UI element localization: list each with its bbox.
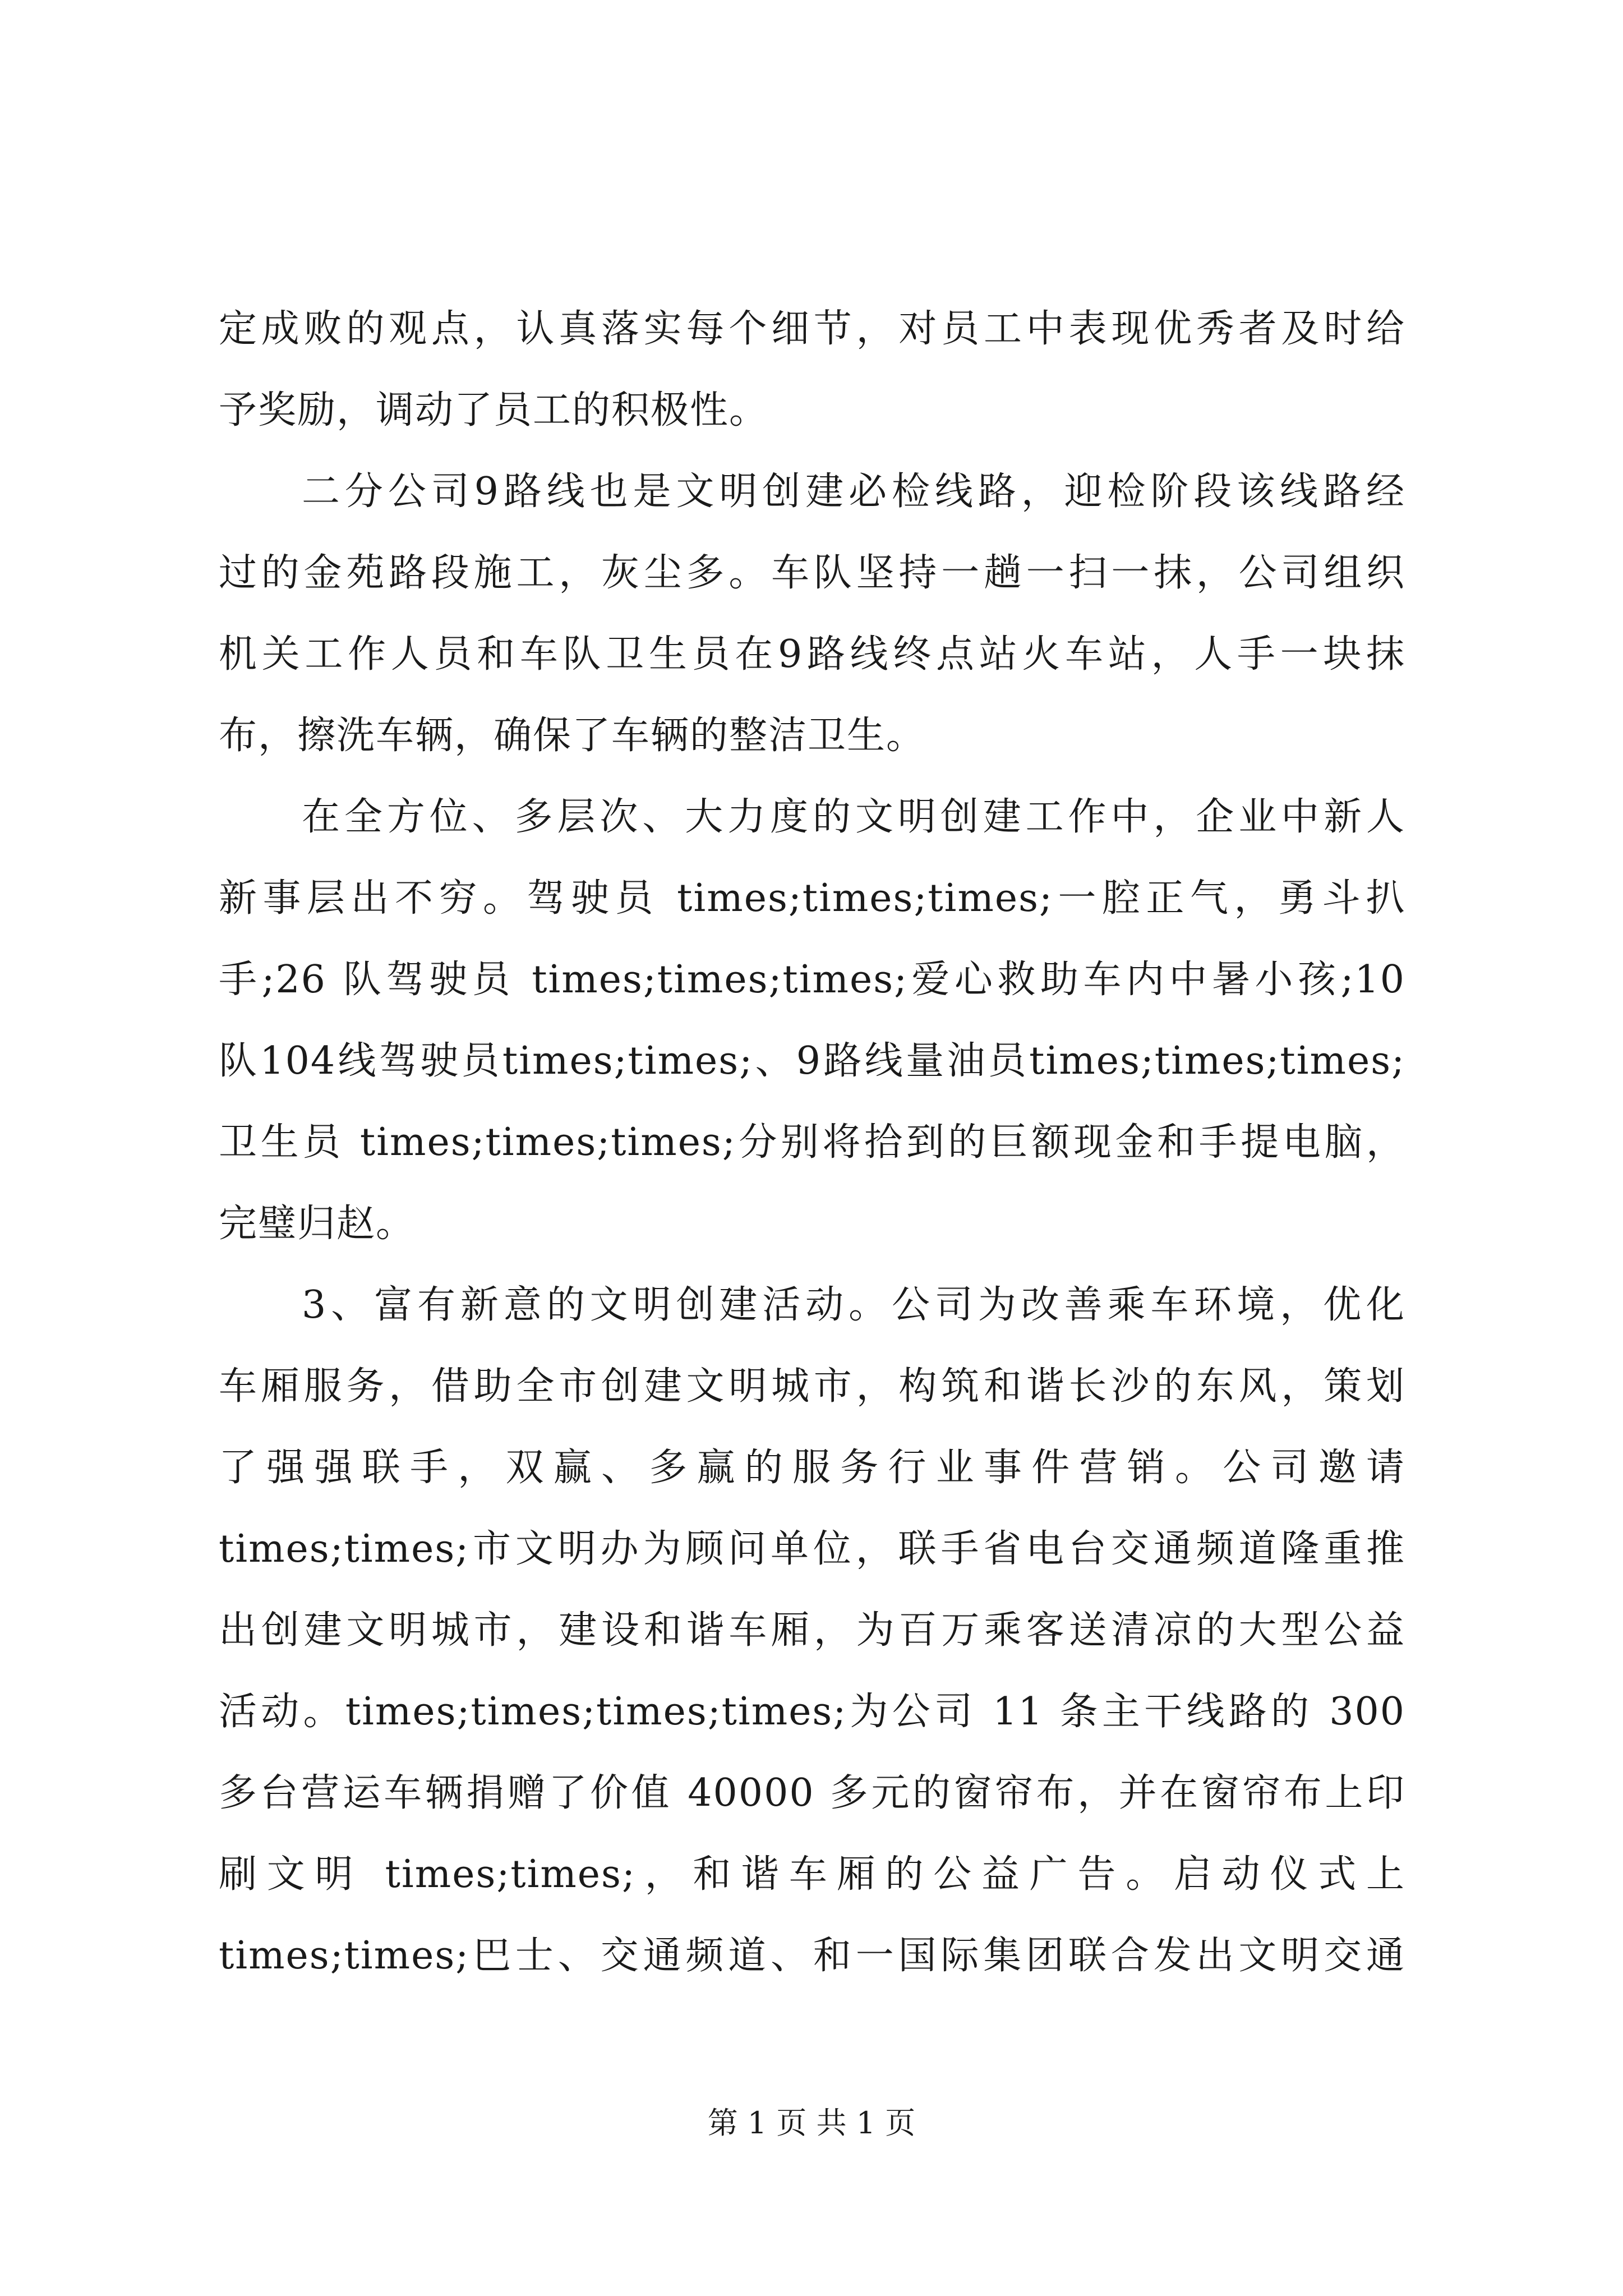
page-number-footer: 第 1 页 共 1 页 <box>707 2105 916 2141</box>
text-line: 手;26 队驾驶员 times;times;times;爱心救助车内中暑小孩;10 <box>219 958 1405 1002</box>
text-line: 多台营运车辆捐赠了价值 40000 多元的窗帘布，并在窗帘布上印 <box>219 1771 1405 1815</box>
text-line: 布，擦洗车辆，确保了车辆的整洁卫生。 <box>219 714 926 758</box>
text-line: 完璧归赵。 <box>219 1202 416 1246</box>
text-line: 3、富有新意的文明创建活动。公司为改善乘车环境，优化 <box>302 1283 1405 1327</box>
text-line: 了强强联手，双赢、多赢的服务行业事件营销。公司邀请 <box>219 1446 1405 1490</box>
text-line: 队104线驾驶员times;times;、9路线量油员times;times;times; <box>219 1039 1405 1083</box>
text-line: 活动。times;times;times;times;为公司 11 条主干线路的 300 <box>219 1690 1405 1734</box>
text-line: 予奖励，调动了员工的积极性。 <box>219 388 769 432</box>
text-line: 机关工作人员和车队卫生员在9路线终点站火车站，人手一块抹 <box>219 632 1405 677</box>
text-line: 出创建文明城市，建设和谐车厢，为百万乘客送清凉的大型公益 <box>219 1608 1405 1653</box>
text-line: 在全方位、多层次、大力度的文明创建工作中，企业中新人 <box>302 795 1405 839</box>
text-line: 过的金苑路段施工，灰尘多。车队坚持一趟一扫一抹，公司组织 <box>219 551 1405 595</box>
text-line: 定成败的观点，认真落实每个细节，对员工中表现优秀者及时给 <box>219 307 1405 351</box>
text-line: 刷文明 times;times;，和谐车厢的公益广告。启动仪式上 <box>219 1852 1405 1897</box>
text-line: 卫生员 times;times;times;分别将拾到的巨额现金和手提电脑， <box>219 1120 1405 1165</box>
text-line: times;times;巴士、交通频道、和一国际集团联合发出文明交通 <box>219 1934 1405 1978</box>
text-line: 二分公司9路线也是文明创建必检线路，迎检阶段该线路经 <box>302 470 1405 514</box>
text-line: times;times;市文明办为顾问单位，联手省电台交通频道隆重推 <box>219 1527 1405 1571</box>
text-line: 车厢服务，借助全市创建文明城市，构筑和谐长沙的东风，策划 <box>219 1364 1405 1409</box>
text-line: 新事层出不穷。驾驶员 times;times;times;一腔正气，勇斗扒 <box>219 876 1405 921</box>
